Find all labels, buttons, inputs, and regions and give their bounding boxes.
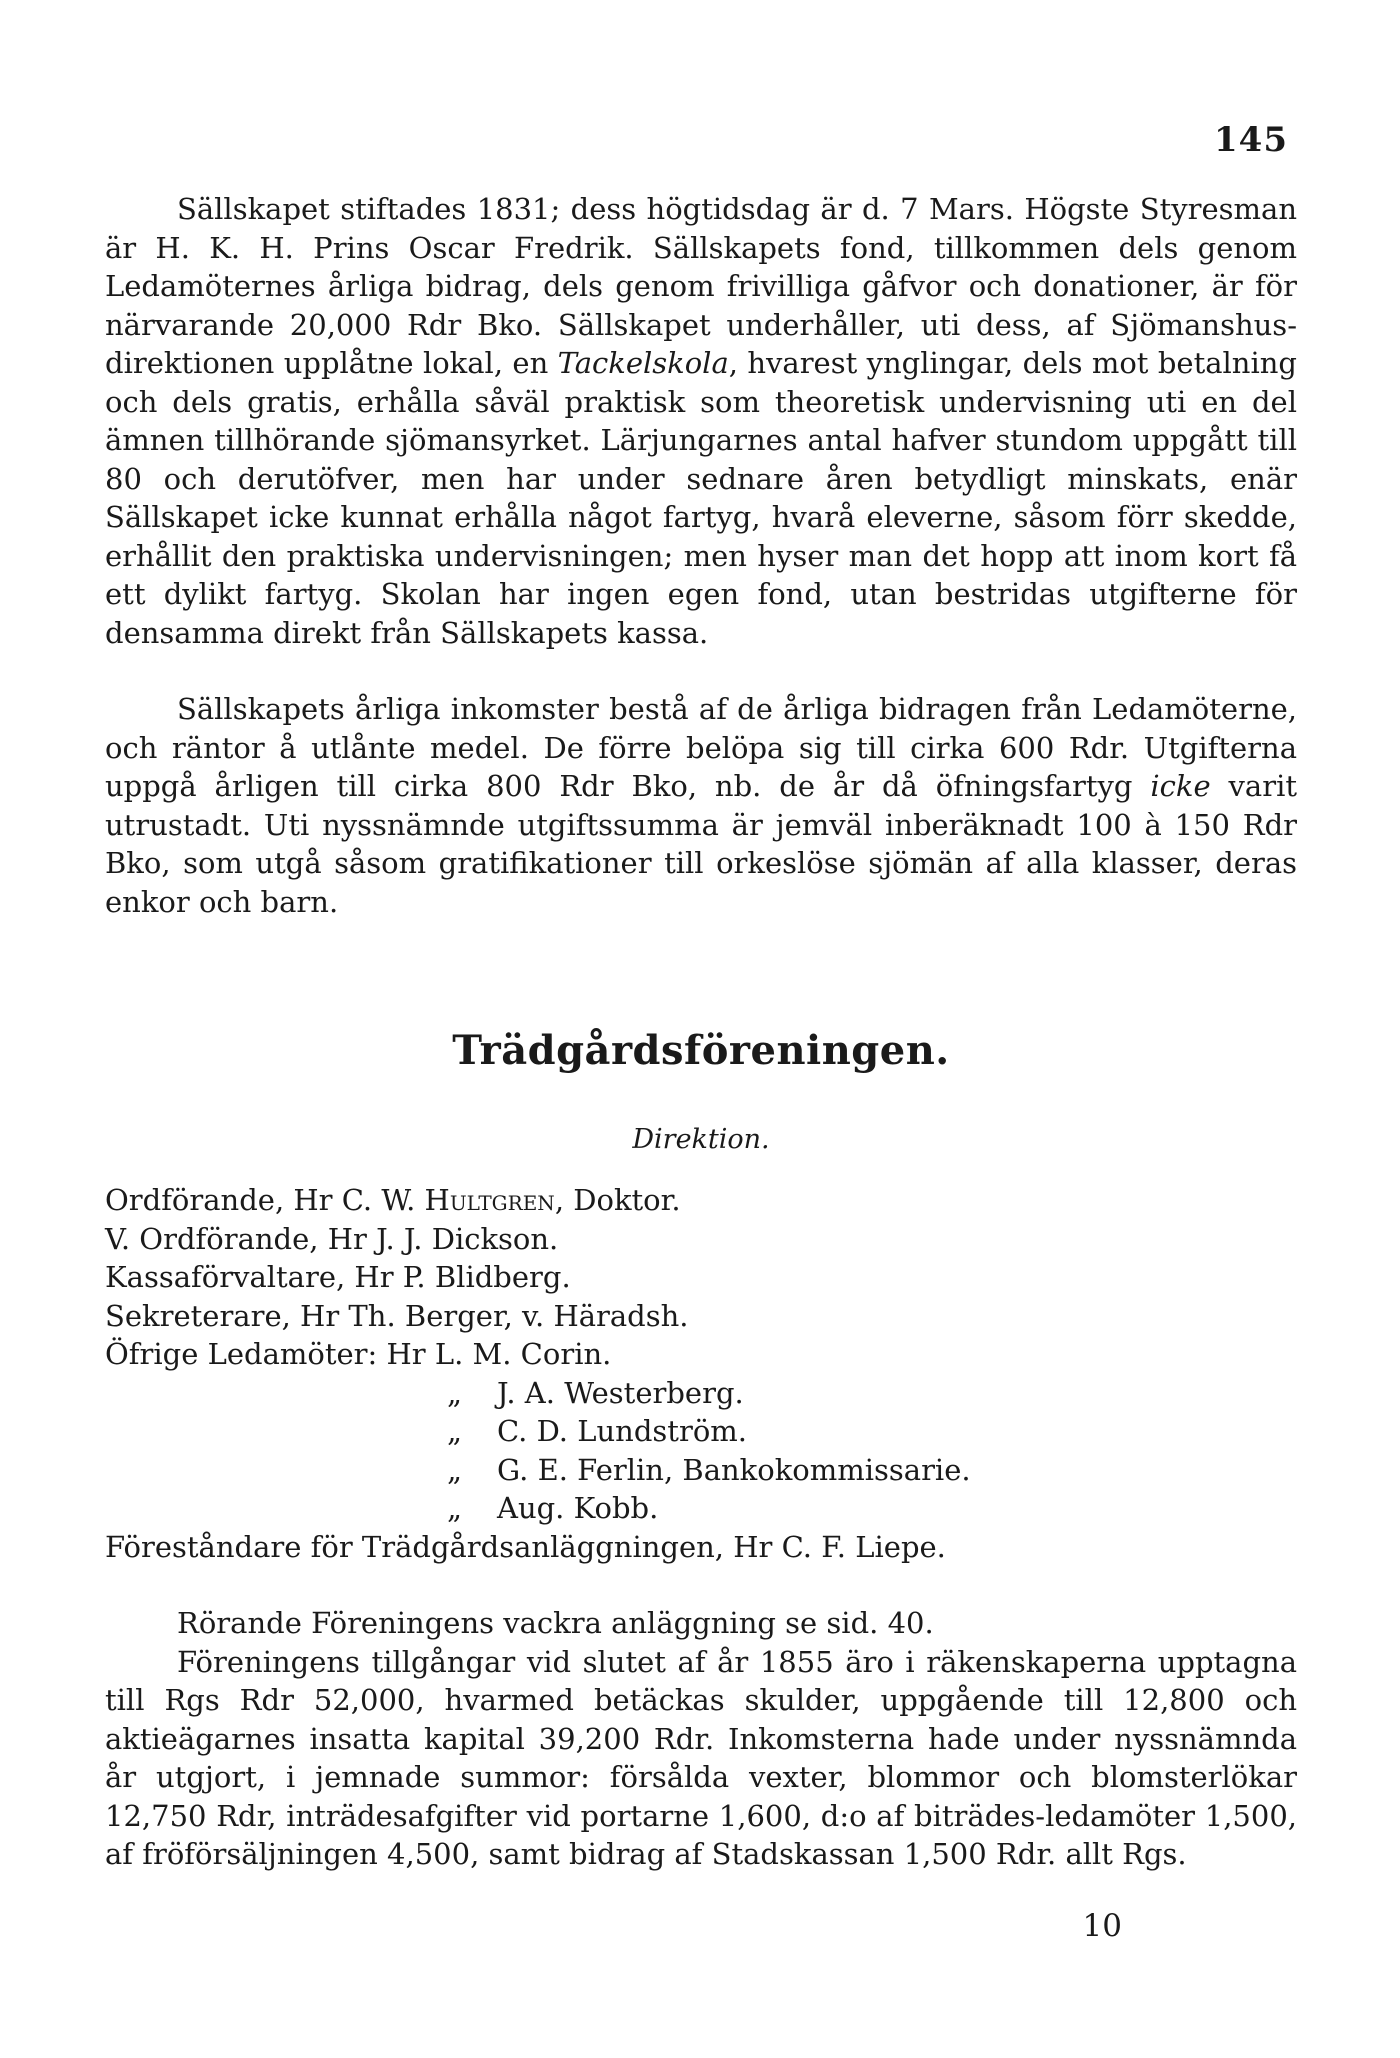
board-row-other-members: Öfrige Ledamöter: Hr L. M. Corin.	[105, 1337, 612, 1371]
member-row	[105, 1412, 1297, 1451]
paragraph-text: Sällskapets årliga inkomster bestå af de årliga bidragen från Ledamöterne, och räntor å utlånte medel. De förre belöpa sig till cirka 600 Rdr. Utgifterna uppgå årligen till cirka 800 Rdr Bko, nb. de år då öfningsfartyg	[105, 692, 1297, 803]
ditto-mark: „	[447, 1414, 463, 1448]
member-name: Aug. Kobb.	[497, 1491, 659, 1525]
board-row-vice-chair: V. Ordförande, Hr J. J. Dickson.	[105, 1221, 559, 1256]
page-number: 145	[1214, 120, 1288, 160]
page-body	[105, 190, 1297, 1874]
ditto-mark: „	[447, 1491, 463, 1525]
board-name-smallcaps: Hultgren	[424, 1183, 555, 1217]
section-subtitle: Direktion.	[632, 1124, 770, 1155]
paragraph-text: Sällskapet stiftades 1831; dess högtidsdag är d. 7 Mars. Högste Styresman är H. K. H. Prins Oscar Fredrik. Sällskapets fond, tillkommen dels genom Ledamöternes årliga bidrag, dels genom frivilliga gåfvor och donationer, är för närvarande 20,000 Rdr Bko. Sällskapet underhåller, uti dess, af Sjömanshus-direktionen upplåtne lokal, en	[105, 192, 1297, 380]
paragraph-society-income	[105, 690, 1297, 921]
board-row-secretary: Sekreterare, Hr Th. Berger, v. Häradsh.	[105, 1298, 689, 1333]
paragraph-text: , hvarest ynglingar, dels mot betalning och dels gratis, erhålla såväl praktisk som theoretisk undervisning uti en del ämnen tillhörande sjömansyrket. Lärjungarnes antal hafver stundom uppgått till 80 och derutöfver, men har under sednare åren betydligt minskats, enär Sällskapet icke kunnat erhålla något fartyg, hvarå eleverne, såsom förr skedde, erhållit den praktiska undervisningen; men hyser man det hopp att inom kort få ett dylikt fartyg. Skolan har ingen egen fond, utan bestridas utgifterne för densamma direkt från Sällskapets kassa.	[105, 346, 1297, 650]
ditto-mark: „	[447, 1375, 463, 1410]
italic-term: icke	[1150, 769, 1211, 803]
member-row	[105, 1489, 1297, 1528]
paragraph-society-founding	[105, 190, 1297, 652]
paragraph-reference: Rörande Föreningens vackra anläggning se sid. 40.	[177, 1606, 934, 1640]
member-name: J. A. Westerberg.	[497, 1375, 744, 1410]
board-rest: , Doktor.	[554, 1183, 681, 1217]
paragraph-finances: Föreningens tillgångar vid slutet af år 1855 äro i räkenskaperna upptagna till Rgs Rdr 52,000, hvarmed betäckas skulder, uppgående till 12,800 och aktieägarnes insatta kapital 39,200 Rdr. Inkomsterna hade under nyssnämnda år utgjort, i jemnade summor: försålda vexter, blommor och blomsterlökar 12,750 Rdr, inträdesafgifter vid portarne 1,600, d:o af biträdes-ledamöter 1,500, af fröförsäljningen 4,500, samt bidrag af Stadskassan 1,500 Rdr. allt Rgs.	[105, 1644, 1297, 1871]
signature-number: 10	[1082, 1908, 1122, 1944]
board-row-treasurer: Kassaförvaltare, Hr P. Blidberg.	[105, 1260, 571, 1294]
italic-term: Tackelskola	[557, 346, 729, 380]
paragraph-text: varit utrustadt. Uti nyssnämnde utgiftssumma är jemväl inberäknadt 100 à 150 Rdr Bko, som utgå såsom gratifikationer till orkeslöse sjömän af alla klasser, deras enkor och barn.	[105, 769, 1298, 919]
board-role: Ordförande, Hr C. W.	[105, 1183, 425, 1217]
section-title: Trädgårdsföreningen.	[452, 1027, 950, 1074]
board-row-manager: Föreståndare för Trädgårdsanläggningen, Hr C. F. Liepe.	[105, 1529, 946, 1564]
member-name: C. D. Lundström.	[497, 1414, 747, 1448]
board-list	[105, 1181, 1297, 1566]
member-name: G. E. Ferlin, Bankokommissarie.	[497, 1452, 971, 1487]
member-row	[105, 1374, 1297, 1413]
ditto-mark: „	[447, 1452, 463, 1487]
board-row-chair	[105, 1181, 1297, 1220]
member-row	[105, 1451, 1297, 1490]
